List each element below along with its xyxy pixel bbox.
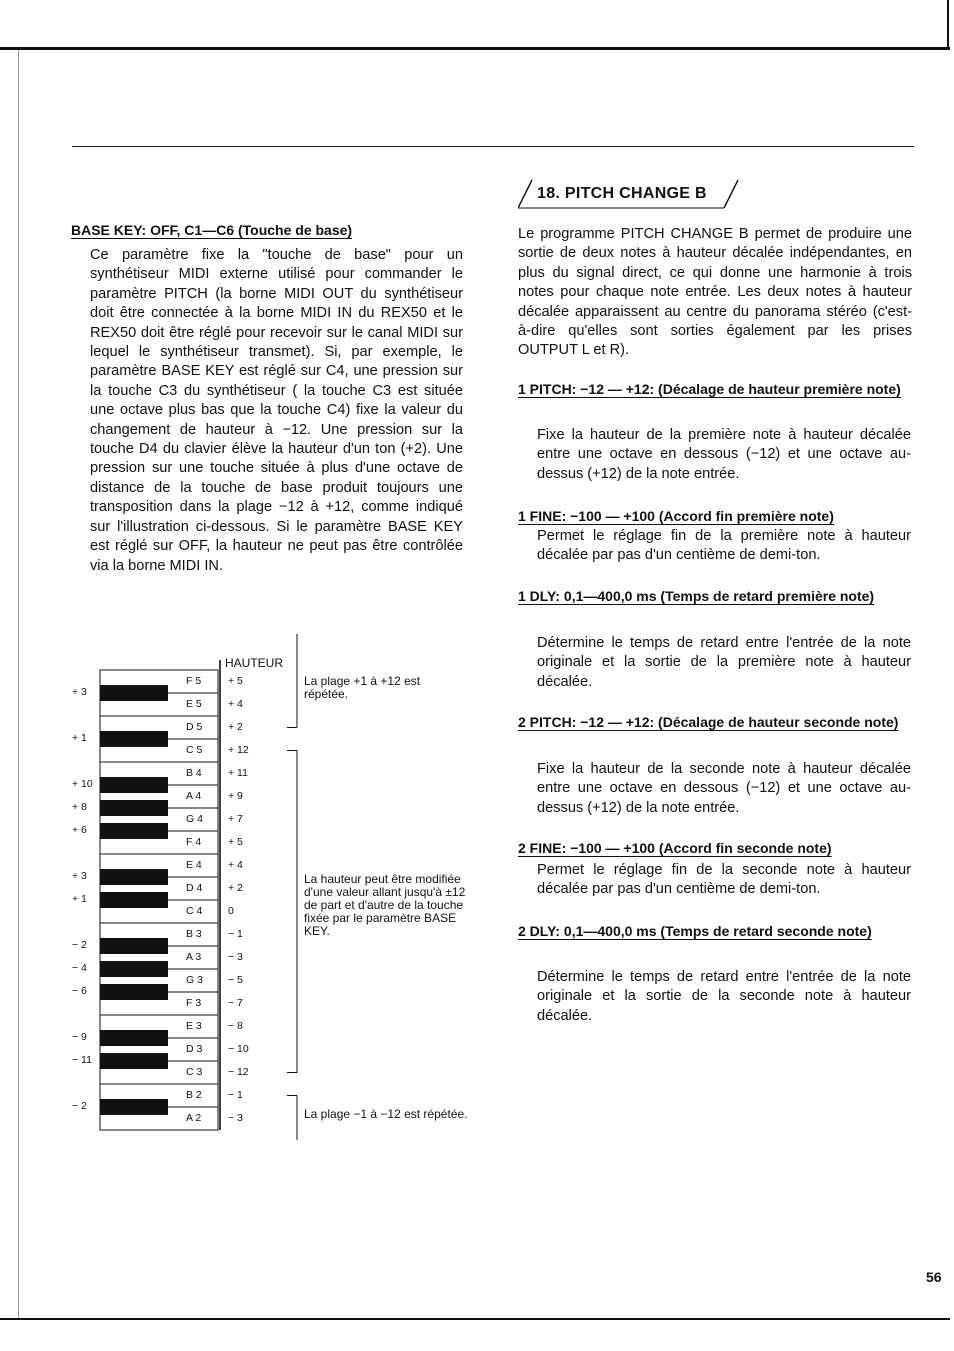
black-key-value: + 1 — [72, 732, 87, 744]
white-key-value: + 12 — [228, 744, 249, 756]
param-heading: 1 PITCH: −12 — +12: (Décalage de hauteur première note) — [518, 381, 901, 397]
black-key-value: + 8 — [72, 801, 87, 813]
black-key — [100, 1053, 168, 1069]
black-key-value: + 1 — [72, 893, 87, 905]
black-key — [100, 1030, 168, 1046]
white-key-note: A 3 — [186, 951, 202, 963]
white-key-value: − 12 — [228, 1066, 249, 1078]
black-key-value: + 10 — [72, 778, 93, 790]
white-key-value: − 1 — [228, 1089, 243, 1101]
white-key-value: + 5 — [228, 836, 243, 848]
param-heading: 1 DLY: 0,1—400,0 ms (Temps de retard première note) — [518, 588, 875, 604]
white-key-value: + 11 — [228, 767, 248, 779]
white-key-note: G 3 — [186, 974, 203, 986]
white-key-note: D 5 — [186, 721, 203, 733]
white-key-value: − 8 — [228, 1020, 243, 1032]
param-heading: 1 FINE: −100 — +100 (Accord fin première note) — [518, 508, 834, 524]
white-key-value: − 3 — [228, 1112, 243, 1124]
diagram-note-top: La plage +1 à +12 est répétée. — [304, 674, 421, 701]
white-key-value: − 3 — [228, 951, 243, 963]
white-key-note: F 3 — [186, 997, 202, 1009]
white-key-value: + 4 — [228, 698, 243, 710]
right-edge-rule — [947, 0, 949, 50]
white-key-value: − 7 — [228, 997, 243, 1009]
diagram-note-middle: La hauteur peut être modifiée d'une valeur allant jusqu'à ±12 de part et d'autre de la touche fixée par le paramètre BASE KEY. — [304, 872, 466, 938]
param-body: Fixe la hauteur de la première note à hauteur décalée entre une octave en dessous (−12) et une octave au-dessus (+12) de la note entrée. — [537, 427, 911, 482]
param-heading: 2 DLY: 0,1—400,0 ms (Temps de retard seconde note) — [518, 923, 872, 939]
left-edge-rule — [18, 50, 19, 1320]
black-key-value: − 11 — [72, 1054, 92, 1066]
black-key-value: − 2 — [72, 1100, 87, 1112]
white-key-note: C 4 — [186, 905, 203, 917]
white-key-note: F 4 — [186, 836, 202, 848]
white-key-note: B 4 — [186, 767, 202, 779]
black-key — [100, 823, 168, 839]
diagram-note-bottom: La plage −1 à −12 est répétée. — [304, 1107, 468, 1121]
white-key-note: B 2 — [186, 1089, 202, 1101]
param-heading: 2 FINE: −100 — +100 (Accord fin seconde note) — [518, 840, 832, 856]
white-key-note: E 3 — [186, 1020, 202, 1032]
white-key-value: + 2 — [228, 882, 243, 894]
hauteur-label: HAUTEUR — [225, 656, 284, 670]
black-key-value: − 4 — [72, 962, 87, 974]
white-key-value: + 2 — [228, 721, 243, 733]
black-key — [100, 938, 168, 954]
top-rule — [0, 47, 950, 50]
white-key-note: F 5 — [186, 675, 202, 687]
param-body: Fixe la hauteur de la seconde note à hauteur décalée entre une octave en dessous (−12) et une octave au-dessus (+12) de la note entrée. — [537, 761, 911, 816]
param-body: Détermine le temps de retard entre l'entrée de la note originale et la sortie de la première note à hauteur décalée. — [537, 635, 911, 690]
white-key-note: G 4 — [186, 813, 203, 825]
white-key-value: 0 — [228, 905, 234, 917]
white-key-value: − 5 — [228, 974, 243, 986]
param-body: Détermine le temps de retard entre l'entrée de la note originale et la sortie de la seconde note à hauteur décalée. — [537, 969, 911, 1024]
black-key-value: + 6 — [72, 824, 87, 836]
white-key-value: + 9 — [228, 790, 243, 802]
black-key — [100, 800, 168, 816]
white-key-note: D 4 — [186, 882, 203, 894]
white-key-value: + 4 — [228, 859, 243, 871]
white-key-note: C 5 — [186, 744, 203, 756]
base-key-heading: BASE KEY: OFF, C1—C6 (Touche de base) — [71, 222, 353, 238]
white-key-note: A 4 — [186, 790, 202, 802]
white-key-note: E 4 — [186, 859, 202, 871]
black-key — [100, 685, 168, 701]
black-key-value: − 9 — [72, 1031, 87, 1043]
black-key — [100, 777, 168, 793]
section-title: 18. PITCH CHANGE B — [537, 185, 707, 202]
page-number: 56 — [926, 1269, 942, 1285]
param-body: Permet le réglage fin de la première note à hauteur décalée par pas d'un centième de demi-ton. — [537, 528, 911, 564]
white-key-note: C 3 — [186, 1066, 203, 1078]
black-key-value: + 3 — [72, 686, 87, 698]
black-key-value: + 3 — [72, 870, 87, 882]
black-key — [100, 731, 168, 747]
bottom-rule — [0, 1318, 950, 1320]
white-key-value: − 10 — [228, 1043, 249, 1055]
param-body: Permet le réglage fin de la seconde note à hauteur décalée par pas d'un centième de demi-ton. — [537, 862, 911, 898]
black-key-value: − 2 — [72, 939, 87, 951]
black-key-value: − 6 — [72, 985, 87, 997]
white-key-value: + 7 — [228, 813, 243, 825]
black-key — [100, 961, 168, 977]
white-key-note: A 2 — [186, 1112, 202, 1124]
black-key — [100, 1099, 168, 1115]
white-key-note: B 3 — [186, 928, 202, 940]
black-key — [100, 869, 168, 885]
white-key-value: + 5 — [228, 675, 243, 687]
param-heading: 2 PITCH: −12 — +12: (Décalage de hauteur seconde note) — [518, 714, 899, 730]
white-key-note: E 5 — [186, 698, 202, 710]
bracket-middle — [287, 751, 297, 1073]
white-key-note: D 3 — [186, 1043, 203, 1055]
base-key-body: Ce paramètre fixe la "touche de base" pour un synthétiseur MIDI externe utilisé pour commander le paramètre PITCH (la borne MIDI OUT du synthétiseur doit être connectée à la borne MIDI IN du REX50 et le REX50 doit être réglé pour recevoir sur le canal MIDI sur lequel le synthétiseur transmet). Si, par exemple, le paramètre BASE KEY est réglé sur C4, une pression sur la touche C3 du synthétiseur ( la touche C3 est située une octave plus bas que la touche C4) fixe la valeur du changement de hauteur à −12. Une pression sur la touche D4 du clavier élève la hauteur d'un ton (+2). Une pression sur une touche située à plus d'une octave de distance de la touche de base produit toujours une transposition dans la plage −12 à +12, comme indiqué sur l'illustration ci-dessous. Si le paramètre BASE KEY est réglé sur OFF, la hauteur ne peut pas être contrôlée via la borne MIDI IN. — [90, 247, 463, 574]
white-key-value: − 1 — [228, 928, 243, 940]
black-key — [100, 892, 168, 908]
black-key — [100, 984, 168, 1000]
section-intro: Le programme PITCH CHANGE B permet de produire une sortie de deux notes à hauteur décalée indépendantes, en plus du signal direct, ce qui donne une harmonie à trois notes pour chaque note entrée. Les deux notes à hauteur décalée apparaissent au centre du panorama stéréo (c'est-à-dire qu'elles sont sorties également par les prises OUTPUT L et R). — [518, 226, 912, 359]
header-rule — [72, 146, 914, 147]
